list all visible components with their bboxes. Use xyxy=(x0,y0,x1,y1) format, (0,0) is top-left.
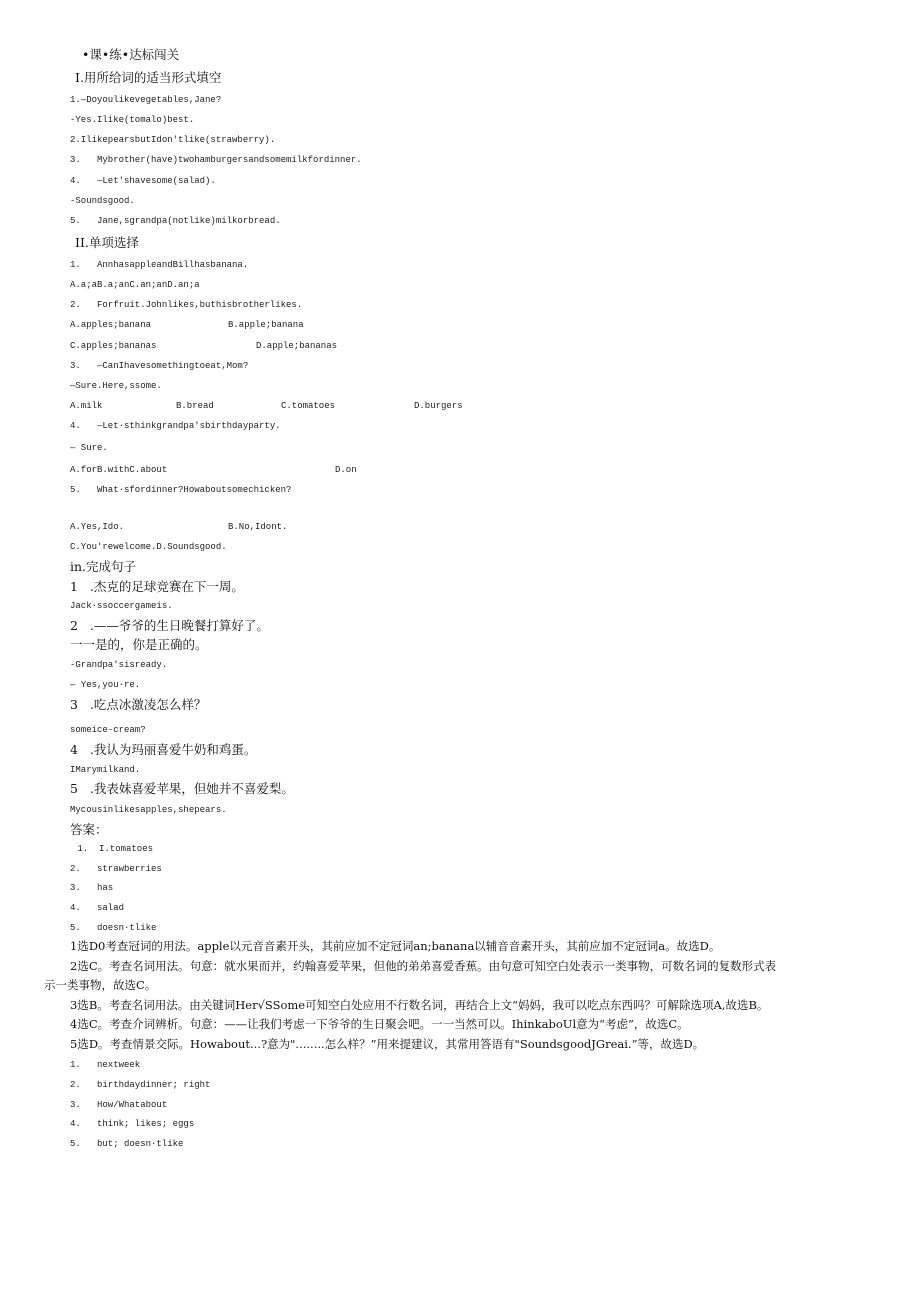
answer-line: 5. doesn·tlike xyxy=(70,923,157,933)
answer-line: 4. think; likes; eggs xyxy=(70,1119,195,1129)
answer-line: 5. but; doesn·tlike xyxy=(70,1139,184,1149)
answer-line: 2. birthdaydinner; right xyxy=(70,1080,211,1090)
exercise-line: 3. Mybrother(have)twohamburgersandsomemilkfordinner. xyxy=(70,155,362,165)
option-c: C.apples;bananas xyxy=(70,341,157,351)
option-a: A.Yes,Ido. xyxy=(70,522,125,532)
option-b: B.No,Idont. xyxy=(228,522,288,532)
exercise-line: -Yes.Ilike(tomalo)best. xyxy=(70,115,195,125)
explanation-3: 3选B。考查名词用法。由关键词Her√SSome可知空白处应用不行数名词，再结合上文“妈妈，我可以吃点东西吗？可解除选项A,故选B。 xyxy=(70,998,769,1012)
exercise-line: 2.IlikepearsbutIdon'tlike(strawberry). xyxy=(70,135,276,145)
question-5: 5. What·sfordinner?Howaboutsomechicken? xyxy=(70,485,292,495)
answer-line: 4. salad xyxy=(70,903,125,913)
option-c: C.tomatoes xyxy=(281,401,336,411)
sentence-2-chinese: 2 .——爷爷的生日晚餐打算好了。 xyxy=(70,618,269,633)
section-header: •课•练•达标闯关 xyxy=(82,47,180,62)
question-3-reply: —Sure.Here,ssome. xyxy=(70,381,162,391)
sentence-2-english-reply: — Yes,you·re. xyxy=(70,680,141,690)
sentence-3-chinese: 3 .吃点冰激凌怎么样？ xyxy=(70,697,207,712)
option-a: A.apples;banana xyxy=(70,320,152,330)
answer-line: 3. How/Whatabout xyxy=(70,1100,168,1110)
exercise-line: -Soundsgood. xyxy=(70,196,135,206)
exercise-line: 5. Jane,sgrandpa(notlike)milkorbread. xyxy=(70,216,281,226)
sentence-3-english: someice-cream? xyxy=(70,725,146,735)
sentence-2-english: -Grandpa'sisready. xyxy=(70,660,168,670)
option-d: D.burgers xyxy=(414,401,463,411)
question-1: 1. AnnhasappleandBillhasbanana. xyxy=(70,260,249,270)
exercise-line: 4. —Let'shavesome(salad). xyxy=(70,176,216,186)
option-b: B.apple;banana xyxy=(228,320,304,330)
answers-title: 答案： xyxy=(70,822,108,837)
explanation-2: 2选C。考查名词用法。句意：就水果而并，约翰喜爱苹果，但他的弟弟喜爱香蕉。由句意可知空白处表示一类事物，可数名词的复数形式表 xyxy=(70,959,777,973)
exercise-line: 1.—Doyoulikevegetables,Jane? xyxy=(70,95,222,105)
sentence-5-english: Mycousinlikesapples,shepears. xyxy=(70,805,227,815)
question-1-options: A.a;aB.a;anC.an;anD.an;a xyxy=(70,280,200,290)
option-b: B.bread xyxy=(176,401,214,411)
section-3-title: in.完成句子 xyxy=(70,559,137,574)
explanation-4: 4选C。考查介词辨析。句意：——让我们考虑一下爷爷的生日聚会吧。一一当然可以。IhinkaboUl意为“考虑”，故选C。 xyxy=(70,1017,689,1031)
sentence-5-chinese: 5 .我表妹喜爱苹果，但她并不喜爱梨。 xyxy=(70,781,294,796)
answer-line: 1. nextweek xyxy=(70,1060,141,1070)
question-4: 4. —Let·sthinkgrandpa'sbirthdayparty. xyxy=(70,421,281,431)
section-2-title: II.单项选择 xyxy=(75,235,139,250)
answer-line: 1. I.tomatoes xyxy=(72,844,154,854)
question-4-reply: — Sure. xyxy=(70,443,108,453)
sentence-1-chinese: 1 .杰克的足球竞赛在下一周。 xyxy=(70,579,244,594)
options-cd: C.You'rewelcome.D.Soundsgood. xyxy=(70,542,227,552)
option-a: A.milk xyxy=(70,401,103,411)
sentence-1-english: Jack·ssoccergameis. xyxy=(70,601,173,611)
option-d: D.apple;bananas xyxy=(256,341,338,351)
explanation-5: 5选D。考查情景交际。Howabout...?意为"........怎么样？”用来提建议，其常用答语有"SoundsgoodJGreai.”等，故选D。 xyxy=(70,1037,705,1051)
sentence-4-chinese: 4 .我认为玛丽喜爱牛奶和鸡蛋。 xyxy=(70,742,257,757)
options-abc: A.forB.withC.about xyxy=(70,465,168,475)
sentence-2-chinese-reply: 一一是的，你是正确的。 xyxy=(70,637,208,652)
explanation-2-continued: 示一类事物，故选C。 xyxy=(44,978,157,992)
sentence-4-english: IMarymilkand. xyxy=(70,765,141,775)
section-1-title: I.用所给词的适当形式填空 xyxy=(75,70,222,85)
answer-line: 3. has xyxy=(70,883,114,893)
option-d: D.on xyxy=(335,465,357,475)
question-3: 3. —CanIhavesomethingtoeat,Mom? xyxy=(70,361,249,371)
explanation-1: 1选D0考查冠词的用法。apple以元音音素开头，其前应加不定冠词an;banana以辅音音素开头，其前应加不定冠词a。故选D。 xyxy=(70,939,721,953)
answer-line: 2. strawberries xyxy=(70,864,162,874)
question-2: 2. Forfruit.Johnlikes,buthisbrotherlikes. xyxy=(70,300,303,310)
